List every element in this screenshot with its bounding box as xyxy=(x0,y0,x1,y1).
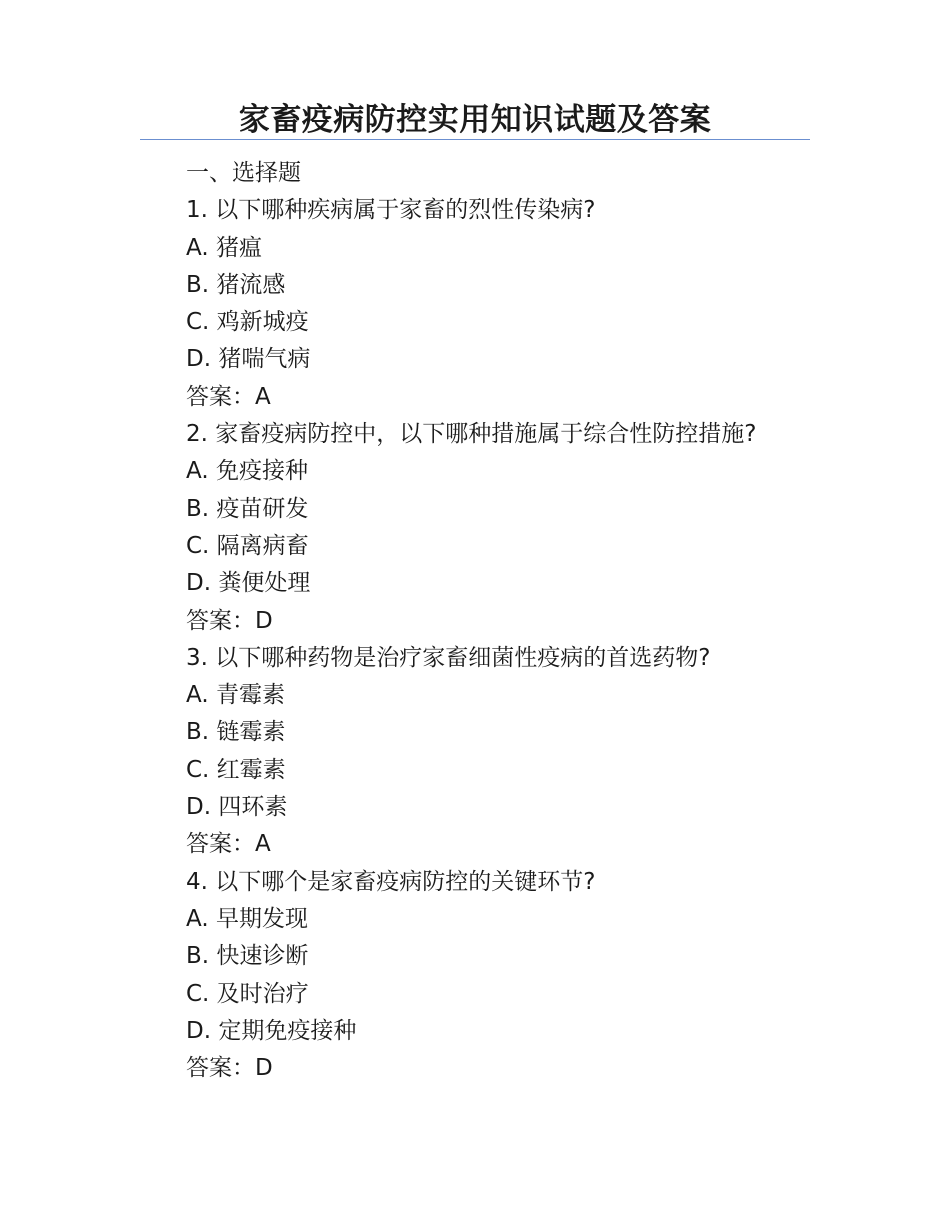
question-text: 4. 以下哪个是家畜疫病防控的关键环节? xyxy=(186,868,596,895)
option-d: D. 猪喘气病 xyxy=(186,346,311,373)
question-block-1 xyxy=(186,192,826,416)
option-c: C. 隔离病畜 xyxy=(186,532,309,559)
option-d: D. 四环素 xyxy=(186,794,288,821)
question-text: 3. 以下哪种药物是治疗家畜细菌性疫病的首选药物? xyxy=(186,644,711,671)
option-a: A. 早期发现 xyxy=(186,905,308,932)
question-block-4 xyxy=(186,864,826,1088)
answer-line: 答案：A xyxy=(186,383,271,410)
section-heading: 一、选择题 xyxy=(186,160,301,186)
document-title: 家畜疫病防控实用知识试题及答案 xyxy=(238,102,712,138)
question-block-3 xyxy=(186,640,826,864)
question-block-2 xyxy=(186,416,826,640)
answer-line: 答案：A xyxy=(186,831,271,858)
option-c: C. 及时治疗 xyxy=(186,980,309,1007)
option-d: D. 定期免疫接种 xyxy=(186,1017,357,1044)
option-d: D. 粪便处理 xyxy=(186,570,311,597)
option-c: C. 鸡新城疫 xyxy=(186,309,309,336)
option-c: C. 红霉素 xyxy=(186,756,286,783)
option-b: B. 疫苗研发 xyxy=(186,495,309,522)
title-underline xyxy=(140,139,810,140)
answer-line: 答案：D xyxy=(186,1055,273,1082)
option-b: B. 猪流感 xyxy=(186,271,286,298)
option-b: B. 快速诊断 xyxy=(186,943,309,970)
option-a: A. 青霉素 xyxy=(186,682,285,709)
document-body xyxy=(186,155,826,1087)
question-text: 2. 家畜疫病防控中，以下哪种措施属于综合性防控措施? xyxy=(186,421,757,448)
option-a: A. 猪瘟 xyxy=(186,234,262,261)
question-text: 1. 以下哪种疾病属于家畜的烈性传染病? xyxy=(186,197,596,224)
answer-line: 答案：D xyxy=(186,607,273,634)
option-b: B. 链霉素 xyxy=(186,719,286,746)
option-a: A. 免疫接种 xyxy=(186,458,308,485)
